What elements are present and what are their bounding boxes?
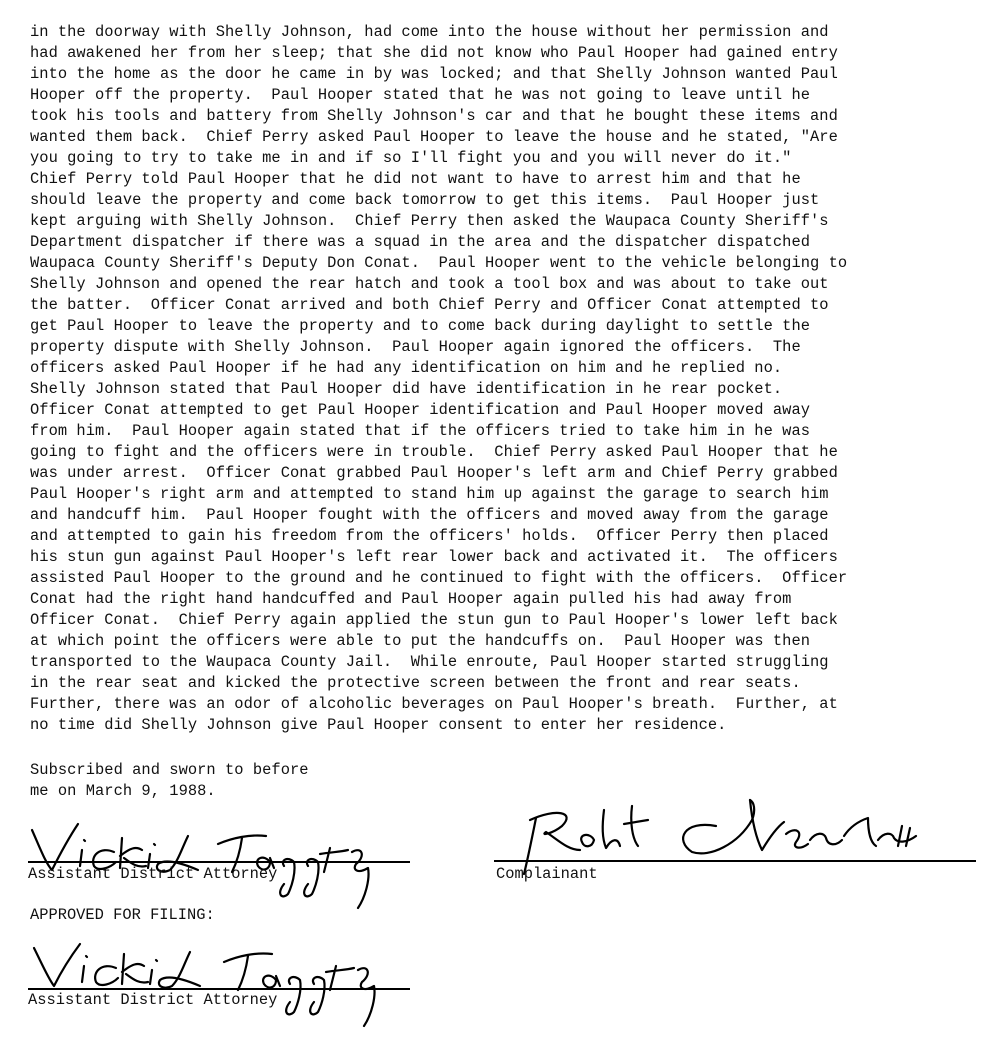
affidavit-line: Chief Perry told Paul Hooper that he did not want to have to arrest him and that he [30, 170, 801, 188]
affidavit-line: into the home as the door he came in by was locked; and that Shelly Johnson wanted Paul [30, 65, 838, 83]
oath-line-2: me on March 9, 1988. [30, 782, 216, 800]
ada-signature [18, 808, 378, 918]
affidavit-line: Further, there was an odor of alcoholic beverages on Paul Hooper's breath. Further, at [30, 695, 838, 713]
affidavit-body [30, 22, 998, 736]
affidavit-line: his stun gun against Paul Hooper's left rear lower back and activated it. The officers [30, 548, 838, 566]
ada-caption: Assistant District Attorney [28, 865, 278, 883]
affidavit-line: and handcuff him. Paul Hooper fought with the officers and moved away from the garage [30, 506, 829, 524]
affidavit-line: should leave the property and come back tomorrow to get this items. Paul Hooper just [30, 191, 820, 209]
affidavit-line: Shelly Johnson and opened the rear hatch and took a tool box and was about to take out [30, 275, 829, 293]
affidavit-line: Officer Conat attempted to get Paul Hooper identification and Paul Hooper moved away [30, 401, 811, 419]
affidavit-line: Paul Hooper's right arm and attempted to stand him up against the garage to search him [30, 485, 829, 503]
complainant-caption: Complainant [496, 865, 598, 883]
affidavit-line: no time did Shelly Johnson give Paul Hooper consent to enter her residence. [30, 716, 727, 734]
affidavit-line: officers asked Paul Hooper if he had any identification on him and he replied no. [30, 359, 783, 377]
affidavit-line: property dispute with Shelly Johnson. Paul Hooper again ignored the officers. The [30, 338, 801, 356]
affidavit-line: had awakened her from her sleep; that she did not know who Paul Hooper had gained entry [30, 44, 838, 62]
affidavit-line: took his tools and battery from Shelly Johnson's car and that he bought these items and [30, 107, 838, 125]
affidavit-line: going to fight and the officers were in trouble. Chief Perry asked Paul Hooper that he [30, 443, 838, 461]
affidavit-line: in the doorway with Shelly Johnson, had come into the house without her permission and [30, 23, 829, 41]
affidavit-line: Waupaca County Sheriff's Deputy Don Conat. Paul Hooper went to the vehicle belonging to [30, 254, 848, 272]
affidavit-line: at which point the officers were able to put the handcuffs on. Paul Hooper was then [30, 632, 811, 650]
approval-caption: Assistant District Attorney [28, 991, 278, 1009]
affidavit-line: in the rear seat and kicked the protective screen between the front and rear seats. [30, 674, 801, 692]
affidavit-line: from him. Paul Hooper again stated that if the officers tried to take him in he was [30, 422, 811, 440]
affidavit-line: Shelly Johnson stated that Paul Hooper did have identification in he rear pocket. [30, 380, 783, 398]
affidavit-line: you going to try to take me in and if so I'll fight you and you will never do it." [30, 149, 792, 167]
affidavit-line: Officer Conat. Chief Perry again applied the stun gun to Paul Hooper's lower left back [30, 611, 838, 629]
complainant-signature-line [494, 860, 976, 862]
approval-signature [18, 934, 398, 1038]
oath-line-1: Subscribed and sworn to before [30, 761, 309, 779]
ada-signature-line [28, 861, 410, 863]
affidavit-line: wanted them back. Chief Perry asked Paul Hooper to leave the house and he stated, "Are [30, 128, 838, 146]
affidavit-line: transported to the Waupaca County Jail. While enroute, Paul Hooper started struggling [30, 653, 829, 671]
affidavit-line: get Paul Hooper to leave the property and to come back during daylight to settle the [30, 317, 811, 335]
affidavit-line: assisted Paul Hooper to the ground and he continued to fight with the officers. Officer [30, 569, 848, 587]
affidavit-line: was under arrest. Officer Conat grabbed Paul Hooper's left arm and Chief Perry grabbed [30, 464, 838, 482]
approved-for-filing-label: APPROVED FOR FILING: [30, 906, 215, 924]
affidavit-line: Conat had the right hand handcuffed and Paul Hooper again pulled his had away from [30, 590, 792, 608]
oath-statement [30, 760, 309, 802]
affidavit-line: and attempted to gain his freedom from the officers' holds. Officer Perry then placed [30, 527, 829, 545]
affidavit-line: Hooper off the property. Paul Hooper stated that he was not going to leave until he [30, 86, 811, 104]
affidavit-line: the batter. Officer Conat arrived and both Chief Perry and Officer Conat attempted to [30, 296, 829, 314]
affidavit-line: Department dispatcher if there was a squad in the area and the dispatcher dispatched [30, 233, 811, 251]
affidavit-line: kept arguing with Shelly Johnson. Chief Perry then asked the Waupaca County Sheriff's [30, 212, 829, 230]
